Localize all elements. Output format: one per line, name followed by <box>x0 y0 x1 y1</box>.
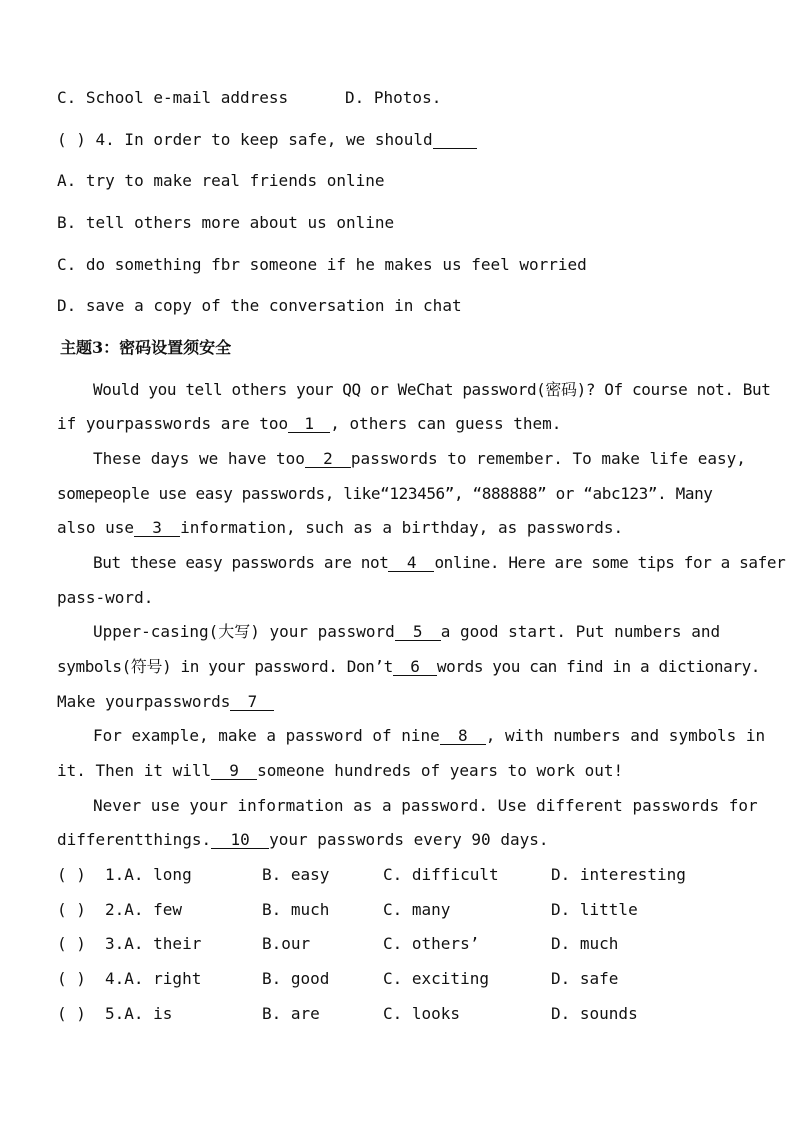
option-b: B. good <box>262 969 330 988</box>
passage-p2-line1 <box>93 449 746 469</box>
option-c: C. many <box>383 900 451 919</box>
passage-p1-line2 <box>57 414 738 434</box>
answer-paren[interactable]: ( ) <box>57 969 86 988</box>
text-segment: differentthings. <box>57 830 212 849</box>
option-a: 4.A. right <box>105 969 202 988</box>
text-segment: passwords to remember. To make life easy, <box>350 449 746 468</box>
blank-4: 4 <box>388 554 434 572</box>
answer-paren[interactable]: ( ) <box>57 900 86 919</box>
text-segment: a good start. Put numbers and <box>440 622 721 641</box>
question-row <box>57 969 737 991</box>
text-segment: symbols(符号) in your password. Don’t <box>57 657 393 676</box>
passage-p5-line1 <box>93 726 766 746</box>
q3-option-c: C. School e-mail address <box>57 88 289 107</box>
q4-stem-text: ( ) 4. In order to keep safe, we should <box>57 130 433 149</box>
blank-8: 8 <box>440 727 486 745</box>
passage-p2-line2: somepeople use easy passwords, like“123456”, “888888” or “abc123”. Many <box>57 484 713 503</box>
passage-p3-line1 <box>93 553 786 573</box>
option-c: C. difficult <box>383 865 499 884</box>
blank-9: 9 <box>211 762 257 780</box>
text-segment: , with numbers and symbols in <box>485 726 766 745</box>
q4-option-c: C. do something fbr someone if he makes us feel worried <box>57 255 587 274</box>
question-row <box>57 1004 737 1026</box>
blank-2: 2 <box>305 450 351 468</box>
option-b: B.our <box>262 934 311 953</box>
q4-answer-blank[interactable] <box>433 131 477 149</box>
text-segment: But these easy passwords are not <box>93 553 389 572</box>
blank-1: 1 <box>288 415 330 433</box>
option-a: 5.A. is <box>105 1004 173 1023</box>
q4-stem <box>57 130 738 150</box>
option-b: B. much <box>262 900 330 919</box>
passage-p1-line1: Would you tell others your QQ or WeChat password(密码)? Of course not. But <box>93 380 771 399</box>
option-c: C. exciting <box>383 969 489 988</box>
q3-options-cd <box>57 88 738 108</box>
question-row <box>57 900 737 922</box>
text-segment: These days we have too <box>93 449 305 468</box>
option-d: D. safe <box>551 969 619 988</box>
option-c: C. looks <box>383 1004 461 1023</box>
text-segment: it. Then it will <box>57 761 212 780</box>
passage-p6-line1: Never use your information as a password. Use different passwords for <box>93 796 758 815</box>
option-a: 3.A. their <box>105 934 202 953</box>
option-c: C. others’ <box>383 934 480 953</box>
text-segment: also use <box>57 518 135 537</box>
text-segment: someone hundreds of years to work out! <box>257 761 624 780</box>
text-segment: online. Here are some tips for a safer <box>434 553 786 572</box>
blank-5: 5 <box>395 623 441 641</box>
q4-option-d: D. save a copy of the conversation in chat <box>57 296 462 315</box>
option-d: D. interesting <box>551 865 686 884</box>
text-segment: information, such as a birthday, as passwords. <box>180 518 624 537</box>
q4-option-a: A. try to make real friends online <box>57 171 385 190</box>
answer-paren[interactable]: ( ) <box>57 865 86 884</box>
text-segment: , others can guess them. <box>330 414 562 433</box>
option-a: 2.A. few <box>105 900 183 919</box>
passage-p6-line2 <box>57 830 738 850</box>
passage-p2-line3 <box>57 518 738 538</box>
option-a: 1.A. long <box>105 865 192 884</box>
blank-3: 3 <box>134 519 180 537</box>
answer-paren[interactable]: ( ) <box>57 1004 86 1023</box>
passage-p4-line2 <box>57 657 761 677</box>
text-segment: your passwords every 90 days. <box>269 830 549 849</box>
option-b: B. easy <box>262 865 330 884</box>
text-segment: Upper-casing(大写) your password <box>93 622 395 641</box>
passage-p4-line3 <box>57 692 738 712</box>
text-segment: Make yourpasswords <box>57 692 231 711</box>
blank-6: 6 <box>393 658 437 676</box>
option-d: D. much <box>551 934 619 953</box>
q4-option-b: B. tell others more about us online <box>57 213 395 232</box>
passage-p5-line2 <box>57 761 738 781</box>
answer-paren[interactable]: ( ) <box>57 934 86 953</box>
passage-p4-line1 <box>93 622 738 642</box>
option-d: D. sounds <box>551 1004 638 1023</box>
question-row <box>57 865 737 887</box>
passage-p3-line2: pass-word. <box>57 588 154 607</box>
option-b: B. are <box>262 1004 320 1023</box>
blank-7: 7 <box>230 693 274 711</box>
q3-option-d: D. Photos. <box>345 88 442 107</box>
text-segment: if yourpasswords are too <box>57 414 289 433</box>
blank-10: 10 <box>211 831 269 849</box>
question-row <box>57 934 737 956</box>
option-d: D. little <box>551 900 638 919</box>
text-segment: For example, make a password of nine <box>93 726 440 745</box>
text-segment: words you can find in a dictionary. <box>436 657 761 676</box>
topic-heading: 主题3：密码设置须安全 <box>60 338 232 357</box>
